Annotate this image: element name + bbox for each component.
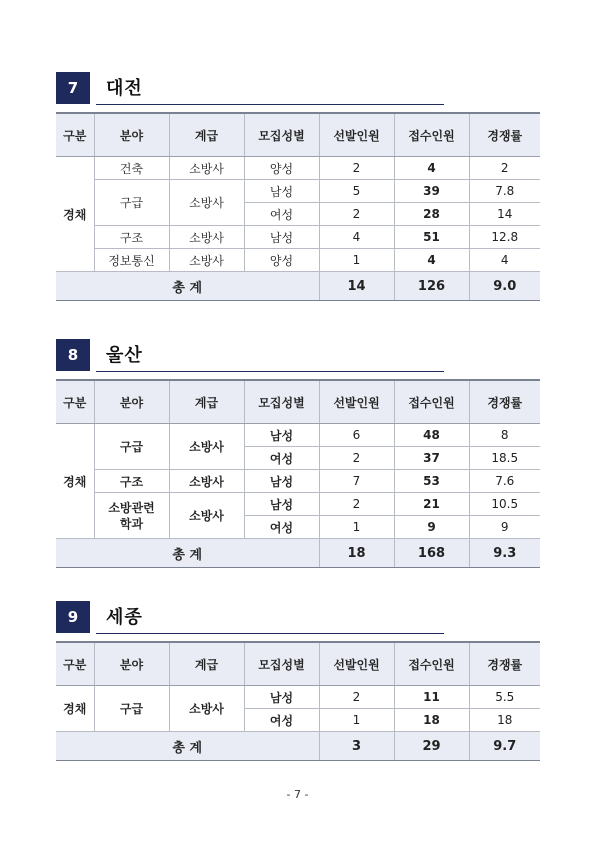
- ratio-cell: 18.5: [469, 447, 540, 470]
- recruitment-table: [56, 112, 540, 301]
- recruitment-table: [56, 379, 540, 568]
- applied-cell: 51: [394, 226, 469, 249]
- header-gender: 모집성별: [244, 113, 319, 157]
- header-gender: 모집성별: [244, 380, 319, 424]
- field-cell: 건축: [94, 157, 169, 180]
- table-row: [56, 157, 540, 180]
- field-cell: 소방관련 학과: [94, 493, 169, 539]
- section-header: [56, 339, 540, 371]
- applied-cell: 48: [394, 424, 469, 447]
- table-header-row: [56, 113, 540, 157]
- rank-cell: 소방사: [169, 470, 244, 493]
- total-row: [56, 539, 540, 568]
- rank-cell: 소방사: [169, 157, 244, 180]
- rank-cell: 소방사: [169, 226, 244, 249]
- ratio-cell: 7.8: [469, 180, 540, 203]
- selected-cell: 2: [319, 493, 394, 516]
- total-label: 총 계: [56, 539, 319, 568]
- category-cell: 경채: [56, 157, 94, 272]
- gender-cell: 남성: [244, 424, 319, 447]
- total-applied: 168: [394, 539, 469, 568]
- rank-cell: 소방사: [169, 686, 244, 732]
- field-cell: 구조: [94, 226, 169, 249]
- header-rank: 계급: [169, 642, 244, 686]
- rank-cell: 소방사: [169, 424, 244, 470]
- total-ratio: 9.7: [469, 732, 540, 761]
- gender-cell: 남성: [244, 493, 319, 516]
- gender-cell: 여성: [244, 447, 319, 470]
- section-underline: [96, 371, 444, 372]
- selected-cell: 4: [319, 226, 394, 249]
- applied-cell: 4: [394, 249, 469, 272]
- header-selected: 선발인원: [319, 380, 394, 424]
- gender-cell: 여성: [244, 516, 319, 539]
- section-title: 세종: [106, 607, 143, 628]
- gender-cell: 남성: [244, 686, 319, 709]
- selected-cell: 2: [319, 447, 394, 470]
- total-selected: 3: [319, 732, 394, 761]
- section-underline: [96, 633, 444, 634]
- header-applied: 접수인원: [394, 380, 469, 424]
- selected-cell: 2: [319, 157, 394, 180]
- section-header: [56, 601, 540, 633]
- section-header: [56, 72, 540, 104]
- ratio-cell: 14: [469, 203, 540, 226]
- rank-cell: 소방사: [169, 180, 244, 226]
- gender-cell: 여성: [244, 709, 319, 732]
- header-selected: 선발인원: [319, 642, 394, 686]
- selected-cell: 5: [319, 180, 394, 203]
- section-number: 7: [56, 72, 90, 104]
- page-number: - 7 -: [286, 788, 309, 801]
- total-selected: 14: [319, 272, 394, 301]
- selected-cell: 1: [319, 709, 394, 732]
- header-selected: 선발인원: [319, 113, 394, 157]
- ratio-cell: 10.5: [469, 493, 540, 516]
- ratio-cell: 18: [469, 709, 540, 732]
- header-gender: 모집성별: [244, 642, 319, 686]
- header-ratio: 경쟁률: [469, 113, 540, 157]
- selected-cell: 1: [319, 516, 394, 539]
- header-field: 분야: [94, 380, 169, 424]
- applied-cell: 11: [394, 686, 469, 709]
- section-title: 울산: [106, 345, 143, 366]
- table-header-row: [56, 380, 540, 424]
- ratio-cell: 9: [469, 516, 540, 539]
- table-header-row: [56, 642, 540, 686]
- header-rank: 계급: [169, 380, 244, 424]
- table-row: [56, 493, 540, 516]
- field-cell: 정보통신: [94, 249, 169, 272]
- header-ratio: 경쟁률: [469, 642, 540, 686]
- section-underline: [96, 104, 444, 105]
- table-row: [56, 249, 540, 272]
- header-category: 구분: [56, 113, 94, 157]
- applied-cell: 21: [394, 493, 469, 516]
- table-row: [56, 686, 540, 709]
- applied-cell: 53: [394, 470, 469, 493]
- gender-cell: 양성: [244, 249, 319, 272]
- total-ratio: 9.3: [469, 539, 540, 568]
- gender-cell: 남성: [244, 180, 319, 203]
- ratio-cell: 8: [469, 424, 540, 447]
- section-ulsan: [56, 339, 540, 563]
- selected-cell: 2: [319, 686, 394, 709]
- total-selected: 18: [319, 539, 394, 568]
- applied-cell: 28: [394, 203, 469, 226]
- gender-cell: 양성: [244, 157, 319, 180]
- header-rank: 계급: [169, 113, 244, 157]
- ratio-cell: 7.6: [469, 470, 540, 493]
- category-cell: 경채: [56, 424, 94, 539]
- recruitment-table: [56, 641, 540, 761]
- applied-cell: 4: [394, 157, 469, 180]
- ratio-cell: 4: [469, 249, 540, 272]
- total-applied: 126: [394, 272, 469, 301]
- category-cell: 경채: [56, 686, 94, 732]
- total-label: 총 계: [56, 272, 319, 301]
- section-number: 8: [56, 339, 90, 371]
- applied-cell: 37: [394, 447, 469, 470]
- rank-cell: 소방사: [169, 249, 244, 272]
- field-cell: 구급: [94, 686, 169, 732]
- header-category: 구분: [56, 642, 94, 686]
- table-row: [56, 180, 540, 203]
- header-ratio: 경쟁률: [469, 380, 540, 424]
- total-row: [56, 272, 540, 301]
- section-daejeon: [56, 72, 540, 296]
- rank-cell: 소방사: [169, 493, 244, 539]
- total-label: 총 계: [56, 732, 319, 761]
- header-field: 분야: [94, 113, 169, 157]
- selected-cell: 1: [319, 249, 394, 272]
- total-row: [56, 732, 540, 761]
- table-row: [56, 226, 540, 249]
- selected-cell: 2: [319, 203, 394, 226]
- ratio-cell: 5.5: [469, 686, 540, 709]
- header-category: 구분: [56, 380, 94, 424]
- header-applied: 접수인원: [394, 642, 469, 686]
- ratio-cell: 2: [469, 157, 540, 180]
- gender-cell: 남성: [244, 226, 319, 249]
- ratio-cell: 12.8: [469, 226, 540, 249]
- total-ratio: 9.0: [469, 272, 540, 301]
- gender-cell: 여성: [244, 203, 319, 226]
- section-sejong: [56, 601, 540, 756]
- section-title: 대전: [106, 78, 143, 99]
- field-cell: 구급: [94, 180, 169, 226]
- gender-cell: 남성: [244, 470, 319, 493]
- table-row: [56, 470, 540, 493]
- table-row: [56, 424, 540, 447]
- section-number: 9: [56, 601, 90, 633]
- applied-cell: 18: [394, 709, 469, 732]
- applied-cell: 39: [394, 180, 469, 203]
- selected-cell: 6: [319, 424, 394, 447]
- field-cell: 구급: [94, 424, 169, 470]
- header-field: 분야: [94, 642, 169, 686]
- applied-cell: 9: [394, 516, 469, 539]
- field-cell: 구조: [94, 470, 169, 493]
- header-applied: 접수인원: [394, 113, 469, 157]
- total-applied: 29: [394, 732, 469, 761]
- selected-cell: 7: [319, 470, 394, 493]
